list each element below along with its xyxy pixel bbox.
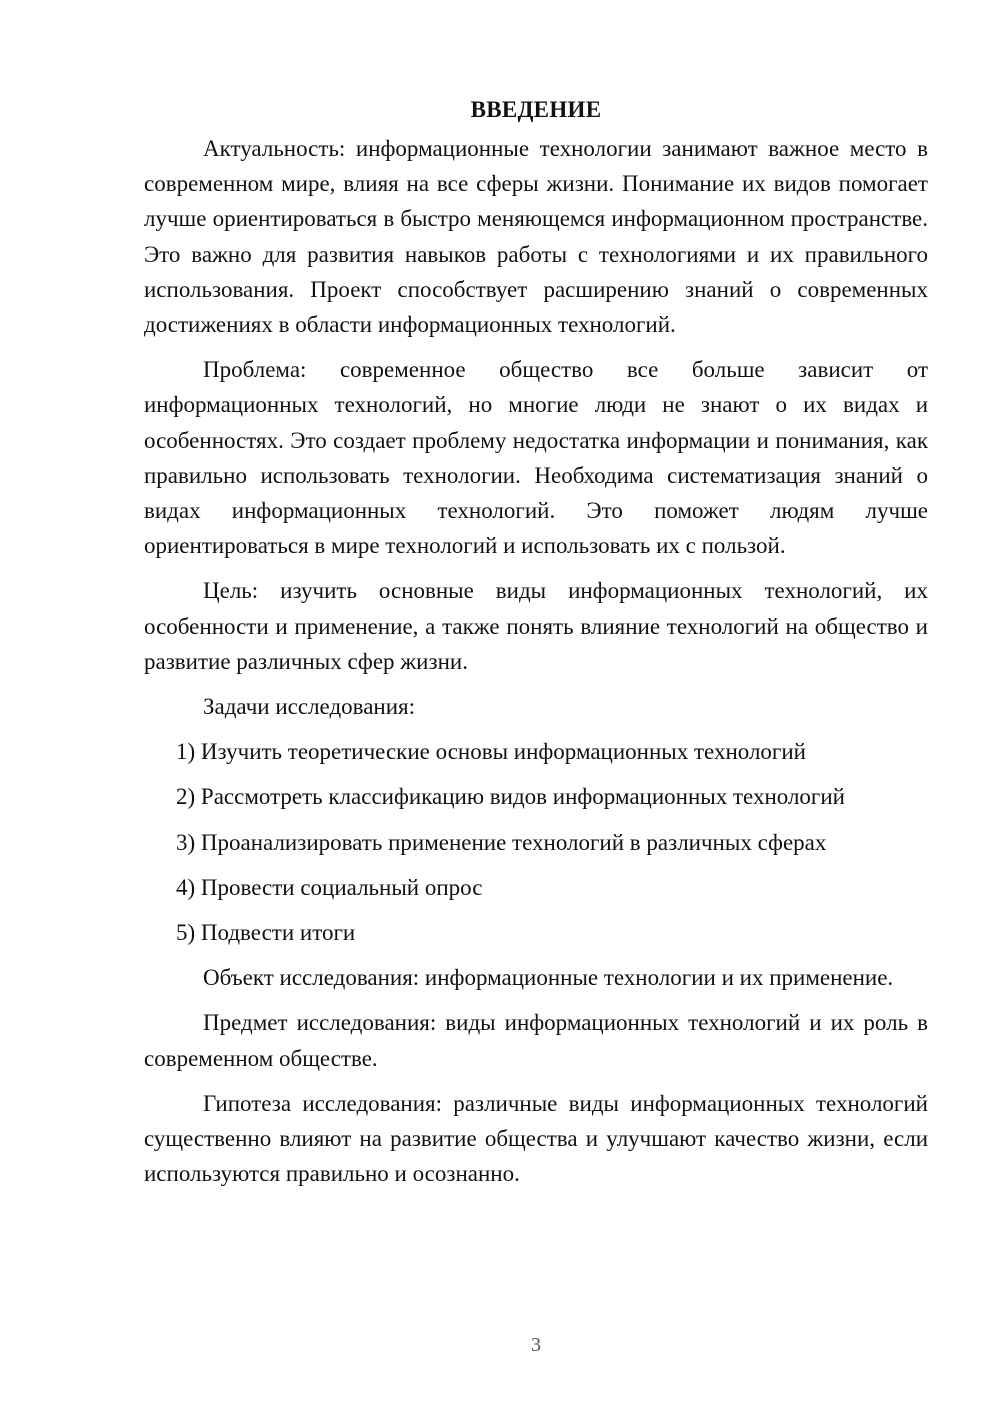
paragraph-object: Объект исследования: информационные технологии и их применение. <box>203 965 894 991</box>
paragraph-goal: Цель: изучить основные виды информационных технологий, их особенности и применение, а также понять влияние технологий на общество и развитие различных сфер жизни. <box>144 578 928 674</box>
tasks-heading: Задачи исследования: <box>203 694 416 720</box>
page-number: 3 <box>531 1334 541 1356</box>
paragraph-subject: Предмет исследования: виды информационных технологий и их роль в современном обществе. <box>144 1010 928 1071</box>
paragraph-problem: Проблема: современное общество все больше зависит от информационных технологий, но многие люди не знают о их видах и особенностях. Это создает проблему недостатка информации и понимания, как правильно использовать технологии. Необходима систематизация знаний о видах информационных технологий. Это поможет людям лучше ориентироваться в мире технологий и использовать их с пользой. <box>144 357 928 559</box>
page-title: ВВЕДЕНИЕ <box>470 97 602 122</box>
paragraph-hypothesis: Гипотеза исследования: различные виды информационных технологий существенно влияют на развитие общества и улучшают качество жизни, если используются правильно и осознанно. <box>144 1090 928 1187</box>
list-item: 1) Изучить теоретические основы информационных технологий <box>176 739 806 765</box>
document-page <box>144 92 928 1201</box>
list-item: 3) Проанализировать применение технологий в различных сферах <box>176 829 827 855</box>
list-item: 5) Подвести итоги <box>176 920 356 946</box>
list-item: 4) Провести социальный опрос <box>176 874 483 900</box>
tasks-list <box>144 734 928 950</box>
list-item: 2) Рассмотреть классификацию видов информационных технологий <box>176 784 845 810</box>
paragraph-relevance: Актуальность: информационные технологии занимают важное место в современном мире, влияя на все сферы жизни. Понимание их видов помогает лучше ориентироваться в быстро меняющемся информационном пространстве. Это важно для развития навыков работы с технологиями и их правильного использования. Проект способствует расширению знаний о современных достижениях в области информационных технологий. <box>144 136 928 338</box>
